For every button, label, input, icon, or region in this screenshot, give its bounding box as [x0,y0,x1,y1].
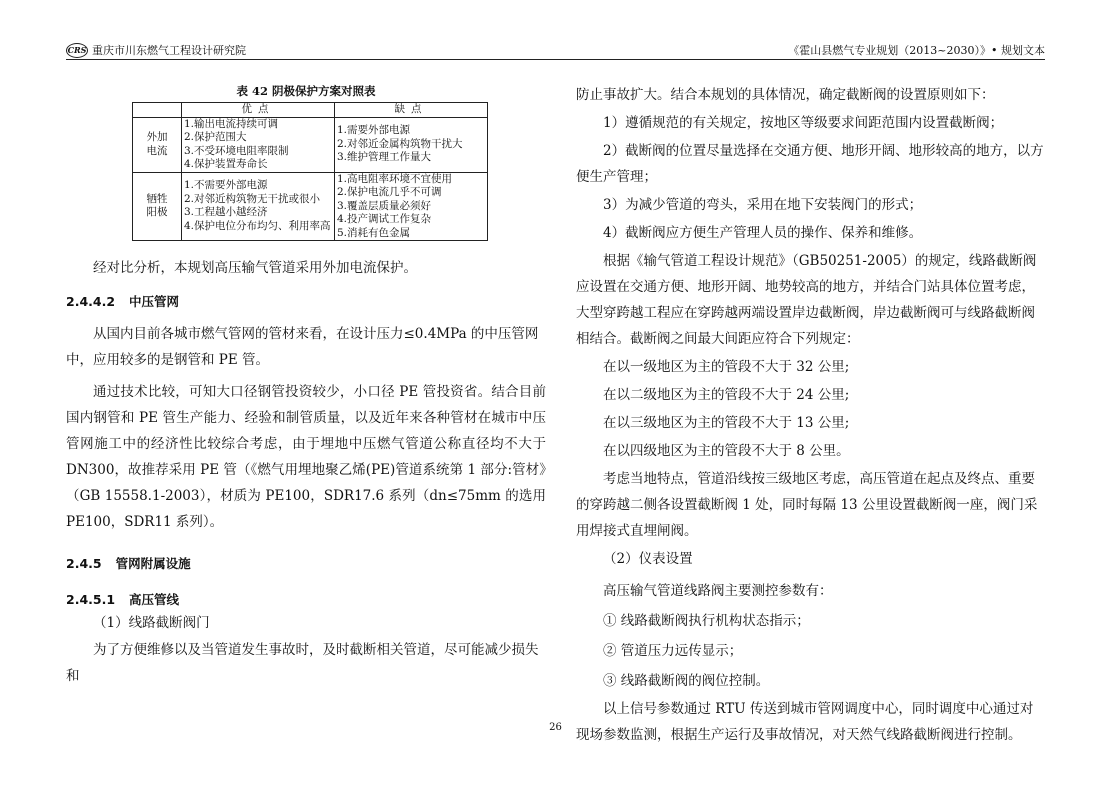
cell-line: 3.维护管理工作量大 [337,151,432,164]
paragraph: 防止事故扩大。结合本规划的具体情况，确定截断阀的设置原则如下： [576,87,995,103]
header-rule [66,59,1045,60]
paragraph: 通过技术比较，可知大口径钢管投资较少，小口径 PE 管投资省。结合目前国内钢管和 PE 管生产能力、经验和制管质量，以及近年来各种管材在城市中压管网施工中的经济性比较综合考虑，由于埋地中压燃气管道公称直径均不大于 DN300，故推荐采用 PE 管（《燃气用埋地聚乙烯(PE)管道系统第 1 部分:管材》（GB 15558.1-2003），材质为 PE100，SDR17.6 系列（dn≤75mm 的选用 PE100，SDR11 系列）。 [66,384,546,530]
left-column [66,82,546,689]
cell-line: 1.需要外部电源 [337,124,411,137]
cell-line: 3.工程越小越经济 [184,206,268,219]
section-heading-245 [66,551,546,577]
param-item: ① 线路截断阀执行机构状态指示； [603,613,810,629]
section-heading-2442 [66,289,546,315]
cell-line: 2.保护范围大 [184,131,247,143]
cell-line: 4.投产调试工作复杂 [337,213,432,225]
cell-line: 2.对邻近构筑物无干扰或很小 [184,192,321,205]
section-title: 高压管线 [129,592,180,607]
section-heading-2451 [66,587,546,613]
org-logo: CRS [66,43,88,58]
cell-line: 2.保护电流几乎不可调 [337,186,442,198]
rule-item: 3）为减少管道的弯头，采用在地下安装阀门的形式； [603,197,923,213]
cell-line: 1.高电阻率环境不宜使用 [337,172,453,185]
cell-line: 4.保护装置寿命长 [184,158,268,170]
table-caption: 表 42 阴极保护方案对照表 [236,84,376,98]
cell-line: 1.不需要外部电源 [184,179,268,192]
param-item: ② 管道压力远传显示； [603,643,743,659]
pros-cell [182,117,335,172]
rule-item: 1）遵循规范的有关规定，按地区等级要求间距范围内设置截断阀； [603,115,1004,131]
rule-item: 2）截断阀的位置尽量选择在交通方便、地形开阔、地形较高的地方，以方便生产管理； [576,143,1044,185]
paragraph: 根据《输气管道工程设计规范》（GB50251-2005）的规定，线路截断阀应设置在交通方便、地形开阔、地势较高的地方，并结合门站具体位置考虑，大型穿跨越工程应在穿跨越两端设置岸边截断阀，岸边截断阀可与线路截断阀相结合。截断阀之间最大间距应符合下列规定： [576,253,1037,347]
col-header-pros: 优点 [182,103,335,118]
cell-line: 3.不受环境电阻率限制 [184,144,289,157]
paragraph: 高压输气管道线路阀主要测控参数有： [603,583,833,599]
table-row [133,172,488,241]
col-header-cons: 缺点 [335,103,488,118]
subheading: （1）线路截断阀门 [93,615,210,631]
row-header [133,117,182,172]
row-header-line: 外加 [146,131,168,143]
spacing-item: 在以二级地区为主的管段不大于 24 公里; [603,387,850,403]
spacing-item: 在以三级地区为主的管段不大于 13 公里; [603,415,850,431]
paragraph: 为了方便维修以及当管道发生事故时，及时截断相关管道，尽可能减少损失和 [66,642,539,684]
spacing-item: 在以四级地区为主的管段不大于 8 公里。 [603,443,850,459]
cell-line: 5.消耗有色金属 [337,226,411,239]
right-column [576,82,1046,748]
page-number: 26 [549,722,562,733]
paragraph: 从国内目前各城市燃气管网的管材来看，在设计压力≤0.4MPa 的中压管网中，应用较多的是钢管和 PE 管。 [66,326,539,368]
org-name: 重庆市川东燃气工程设计研究院 [92,44,246,57]
table-header-row [133,103,488,118]
row-header-line: 阳极 [146,206,168,219]
section-number: 2.4.4.2 [66,294,116,309]
section-title: 管网附属设施 [115,556,191,571]
section-number: 2.4.5.1 [66,592,116,607]
conclusion-paragraph: 经对比分析，本规划高压输气管道采用外加电流保护。 [93,260,417,276]
cell-line: 1.输出电流持续可调 [184,117,279,130]
section-number: 2.4.5 [66,556,102,571]
row-header-line: 电流 [146,144,168,157]
row-header-line: 牺牲 [146,192,168,205]
table-corner [133,103,182,118]
cell-line: 3.覆盖层质量必须好 [337,199,432,212]
table-row [133,117,488,172]
subheading: （2）仪表设置 [603,551,693,567]
param-item: ③ 线路截断阀的阀位控制。 [603,673,770,689]
cons-cell [335,117,488,172]
row-header [133,172,182,241]
cons-cell [335,172,488,241]
doc-title: 《霍山县燃气专业规划（2013~2030）》• 规划文本 [788,44,1045,57]
paragraph: 以上信号参数通过 RTU 传送到城市管网调度中心，同时调度中心通过对现场参数监测，根据生产运行及事故情况，对天然气线路截断阀进行控制。 [576,701,1034,743]
cathodic-protection-table [132,102,488,241]
section-title: 中压管网 [129,294,180,309]
spacing-item: 在以一级地区为主的管段不大于 32 公里; [603,359,850,375]
header-left [66,42,246,58]
paragraph: 考虑当地特点，管道沿线按三级地区考虑，高压管道在起点及终点、重要的穿跨越二侧各设置截断阀 1 处，同时每隔 13 公里设置截断阀一座，阀门采用焊接式直埋闸阀。 [576,471,1038,539]
cell-line: 2.对邻近金属构筑物干扰大 [337,137,463,150]
pros-cell [182,172,335,241]
cell-line: 4.保护电位分布均匀、利用率高 [184,219,331,232]
rule-item: 4）截断阀应方便生产管理人员的操作、保养和维修。 [603,225,923,241]
